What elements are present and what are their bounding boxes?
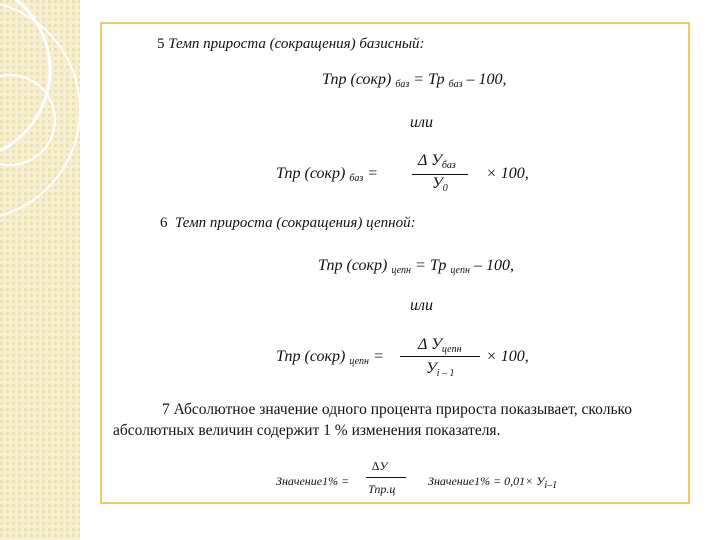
s7-formula-2: Значение1% = $0,01\times У_{i-1}$ bbox=[428, 474, 558, 491]
section-7-line-1: 7 Абсолютное значение одного процента прироста показывает, сколько bbox=[162, 401, 633, 418]
section-7-line-2: абсолютных величин содержит 1 % изменения показателя. bbox=[113, 422, 501, 439]
s6-formula-1: Тпр (сокр) $_{цепн}$ = Тр $_{цепн}$ – 100, bbox=[318, 257, 514, 276]
section-6-heading: 6 Темп прироста (сокращения) цепной: bbox=[160, 215, 416, 231]
s5-formula-1: Тпр (сокр) $_{баз}$ = Тр $_{баз}$ – 100, bbox=[322, 71, 507, 90]
s6-formula-2-tail: × 100, bbox=[486, 348, 529, 365]
s7-formula-1-numerator: ∆У bbox=[372, 459, 388, 473]
s5-formula-2-tail: × 100, bbox=[486, 165, 529, 182]
s5-formula-2-lhs: Тпр (сокр) $_{баз}$ = bbox=[276, 165, 379, 184]
s5-formula-2-denominator: $У_0$ bbox=[432, 175, 448, 194]
s5-or: или bbox=[410, 114, 433, 131]
s7-formula-1-lhs: Значение1% = bbox=[276, 474, 350, 488]
s6-formula-2-numerator: Δ $У_{цепн}$ bbox=[418, 336, 462, 355]
decorative-pattern bbox=[0, 0, 80, 540]
s6-formula-2-lhs: Тпр (сокр) $_{цепн}$ = bbox=[276, 348, 384, 367]
section-5-heading: 5 Темп прироста (сокращения) базисный: bbox=[157, 36, 425, 52]
s5-formula-2-numerator: Δ $У_{баз}$ bbox=[418, 152, 456, 171]
s7-formula-1-denominator: Тпр.ц bbox=[368, 482, 396, 496]
s6-or: или bbox=[410, 297, 433, 314]
s6-formula-2-denominator: $У_{i - 1}$ bbox=[426, 360, 455, 379]
s6-fraction-bar bbox=[400, 356, 480, 357]
s7-fraction-bar bbox=[366, 477, 406, 478]
